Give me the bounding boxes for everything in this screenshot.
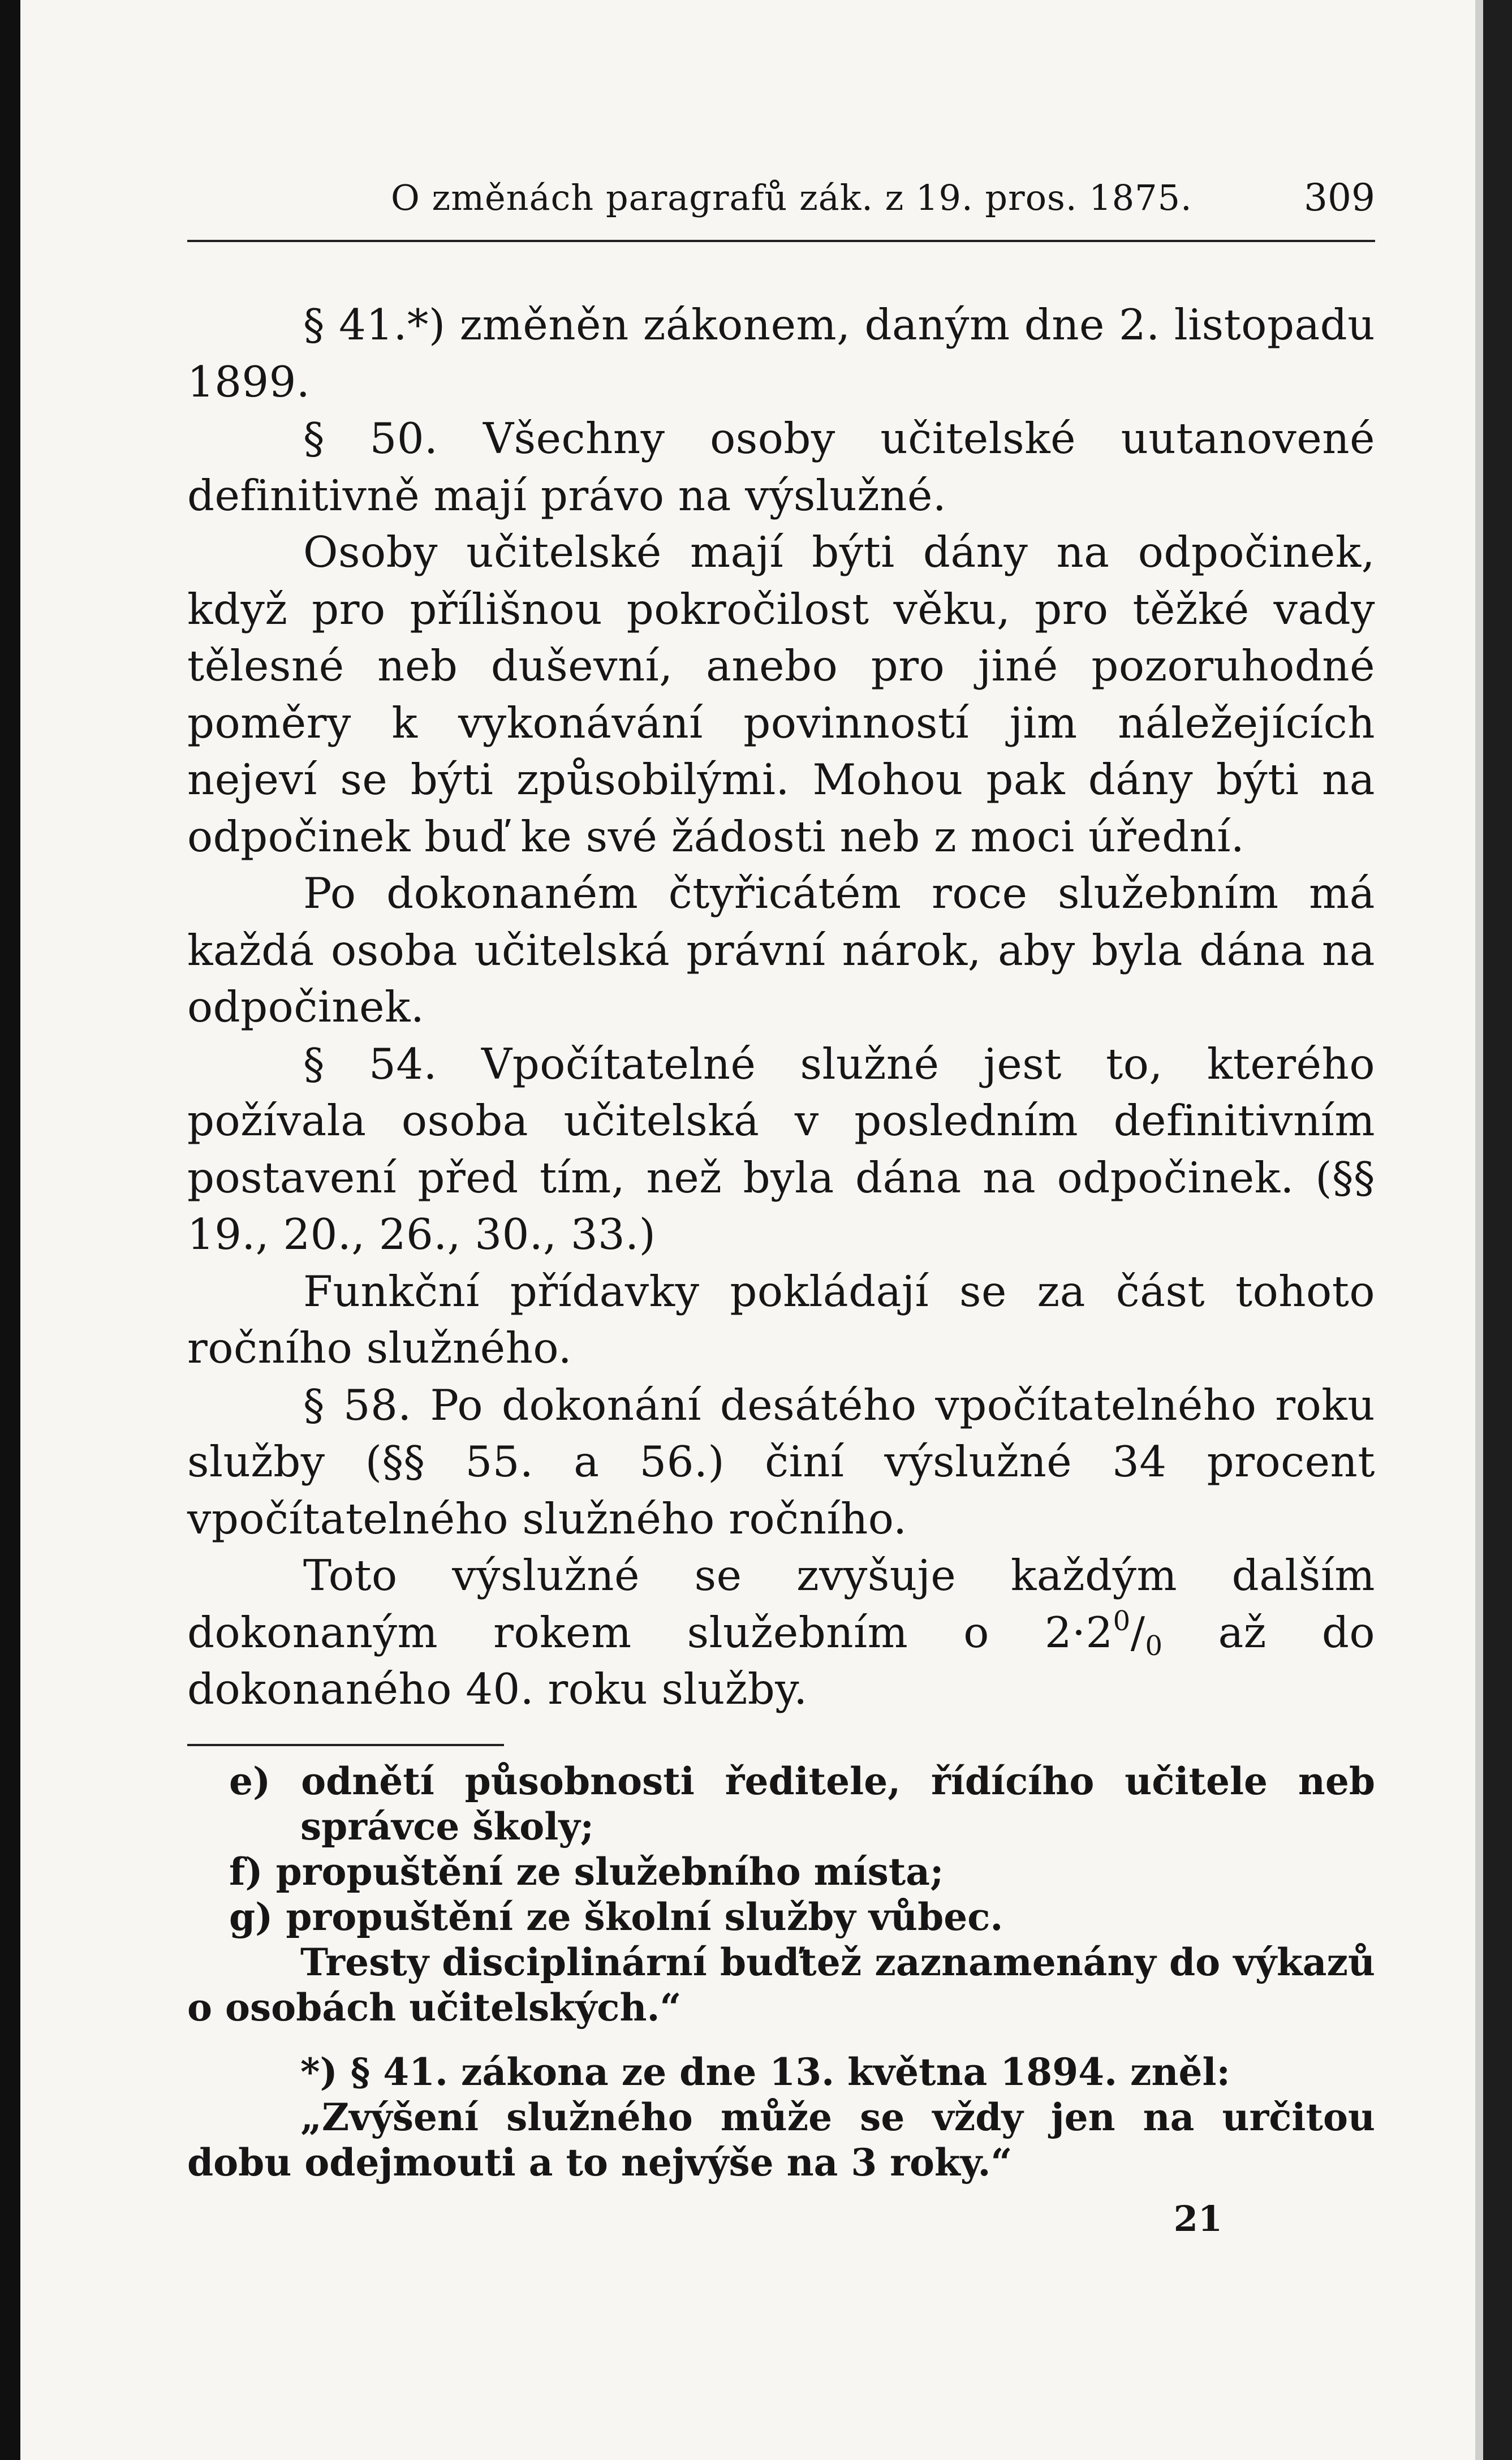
paragraph-retirement-conditions: Osoby učitelské mají býti dány na odpočinek, když pro přílišnou pokročilost věku, pro těžké vady tělesné neb duševní, anebo pro jiné pozoruhodné poměry k vykonávání povinností jim náležejících nejeví se býti způsobilými. Mohou pak dány býti na odpočinek buď ke své žádosti neb z moci úřední. <box>187 527 1375 861</box>
footnote-rule <box>187 1744 504 1746</box>
footnote-item-e: e) odnětí působnosti ředitele, řídícího učitele neb správce školy; <box>229 1759 1375 1849</box>
scan-left-edge <box>0 0 20 2460</box>
increase-text-start: Toto výslužné se zvyšuje každým dalším dokonaným rokem služebním o 2·2 <box>187 1550 1375 1657</box>
paragraph-increase <box>187 1547 1375 1718</box>
running-title: O změnách paragrafů zák. z 19. pros. 1875. <box>391 177 1192 218</box>
footnote-item-f: f) propuštění ze služebního místa; <box>229 1849 944 1894</box>
percent-slash: / <box>1130 1607 1145 1657</box>
footnote-item-g: g) propuštění ze školní služby vůbec. <box>229 1894 1003 1939</box>
page-number: 309 <box>1304 176 1375 219</box>
percent-subscript: 0 <box>1145 1630 1163 1662</box>
asterisk-note-line: *) § 41. zákona ze dne 13. května 1894. zněl: <box>300 2049 1230 2094</box>
paragraph-forty-years: Po dokonaném čtyřicátém roce služebním má každá osoba učitelská právní nárok, aby byla dána na odpočinek. <box>187 868 1375 1032</box>
asterisk-note-quote: „Zvýšení služného může se vždy jen na určitou dobu odejmouti a to nejvýše na 3 roky.“ <box>187 2095 1375 2185</box>
book-page <box>20 0 1475 2460</box>
signature-mark: 21 <box>1173 2198 1222 2239</box>
scan-right-edge <box>1475 0 1512 2460</box>
footnotes <box>187 1759 1375 2242</box>
page-content <box>187 164 1375 2242</box>
paragraph-50: § 50. Všechny osoby učitelské uutanovené definitivně mají právo na výslužné. <box>187 413 1375 520</box>
paragraph-54: § 54. Vpočítatelné služné jest to, kterého požívala osoba učitelská v posledním definitivním postavení před tím, než byla dána na odpočinek. (§§ 19., 20., 26., 30., 33.) <box>187 1039 1375 1259</box>
increase-text-end: až do dokonaného 40. roku služby. <box>187 1607 1375 1714</box>
paragraph-supplements: Funkční přídavky pokládají se za část tohoto ročního služného. <box>187 1266 1375 1373</box>
paragraph-41: § 41.*) změněn zákonem, daným dne 2. listopadu 1899. <box>187 300 1375 407</box>
main-text <box>187 296 1375 1718</box>
asterisk-note <box>187 2049 1375 2185</box>
header-rule <box>187 240 1375 242</box>
paragraph-58: § 58. Po dokonání desátého vpočítatelného roku služby (§§ 55. a 56.) činí výslužné 34 procent vpočítatelného služného ročního. <box>187 1380 1375 1544</box>
footnote-tresty: Tresty disciplinární buďtež zaznamenány do výkazů o osobách učitelských.“ <box>187 1940 1375 2030</box>
percent-superscript: 0 <box>1113 1605 1131 1637</box>
running-head <box>187 164 1375 232</box>
